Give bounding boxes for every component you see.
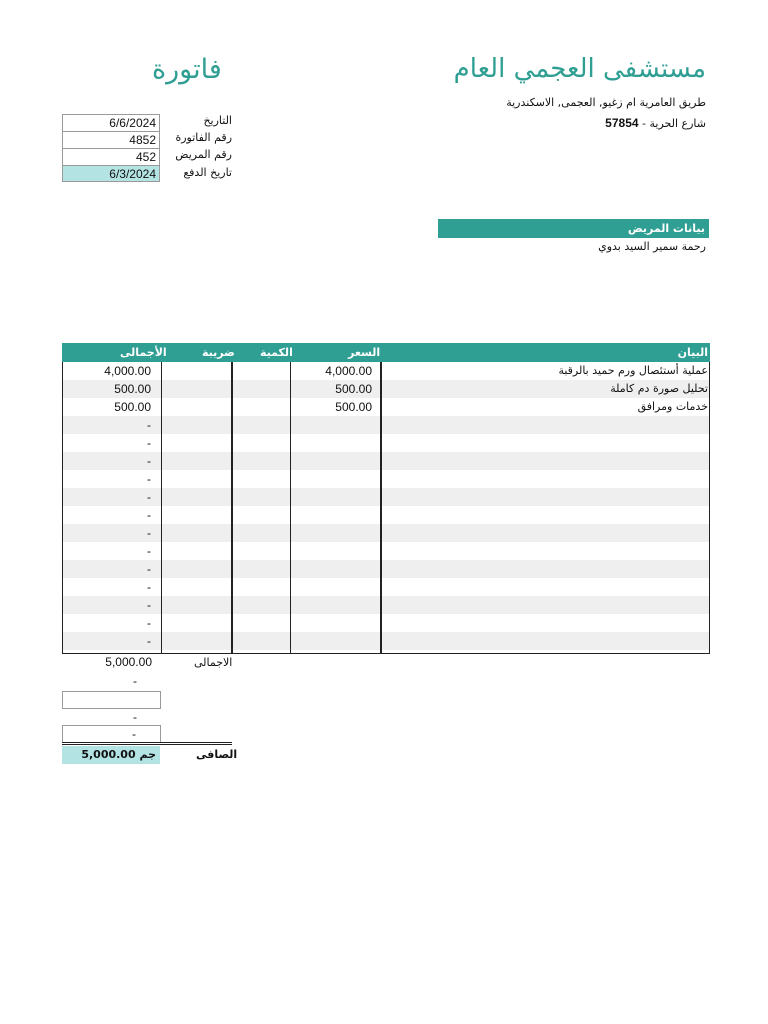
cell-total[interactable]: 500.00 (114, 382, 151, 396)
items-table (62, 343, 710, 650)
table-row (62, 614, 710, 632)
table-row (62, 398, 710, 416)
table-row (62, 524, 710, 542)
address-line-2 (605, 116, 706, 130)
table-row (62, 488, 710, 506)
header-description: البيان (677, 346, 708, 359)
table-row (62, 362, 710, 380)
header-tax: ضريبة (202, 346, 235, 359)
cell-total[interactable]: - (147, 562, 151, 576)
cell-price[interactable]: 500.00 (335, 382, 372, 396)
column-divider (62, 362, 63, 654)
address-street: شارع الحرية - (638, 117, 706, 130)
double-underline (62, 742, 232, 745)
table-body (62, 362, 710, 650)
summary-line-2: - (133, 674, 137, 688)
header-total: الأجمالى (120, 346, 167, 359)
cell-total[interactable]: - (147, 454, 151, 468)
column-divider (709, 362, 710, 654)
address-line-1: طريق العامرية ام زغيو, العجمى, الاسكندرية (506, 96, 706, 109)
table-row (62, 434, 710, 452)
cell-total[interactable]: - (147, 616, 151, 630)
subtotal-label: الاجمالى (194, 656, 233, 669)
patient-number-field[interactable]: 452 (62, 148, 160, 165)
cell-total[interactable]: - (147, 508, 151, 522)
cell-total[interactable]: - (147, 526, 151, 540)
invoice-number-label: رقم الفاتورة (175, 131, 232, 144)
table-row (62, 470, 710, 488)
table-row (62, 560, 710, 578)
patient-section-title: بيانات المريض (438, 219, 709, 238)
column-divider (231, 362, 233, 654)
cell-total[interactable]: 500.00 (114, 400, 151, 414)
cell-total[interactable]: 4,000.00 (104, 364, 151, 378)
cell-total[interactable]: - (147, 436, 151, 450)
subtotal-value: 5,000.00 (105, 655, 152, 669)
cell-total[interactable]: - (147, 544, 151, 558)
cell-total[interactable]: - (147, 580, 151, 594)
net-total-value: جم 5,000.00 (62, 746, 160, 764)
cell-total[interactable]: - (147, 418, 151, 432)
header-price: السعر (348, 346, 381, 359)
table-row (62, 416, 710, 434)
cell-description[interactable]: تحليل صورة دم كاملة (610, 382, 708, 395)
net-total-label: الصافى (196, 748, 238, 761)
cell-description[interactable]: عملية أستئصال ورم حميد بالرقبة (558, 364, 708, 377)
payment-date-label: تاريخ الدفع (183, 166, 232, 179)
table-header (62, 343, 710, 362)
table-row (62, 632, 710, 650)
payment-date-field[interactable]: 6/3/2024 (62, 165, 160, 182)
summary-input-box[interactable] (62, 691, 161, 709)
invoice-number-field[interactable]: 4852 (62, 131, 160, 148)
address-number: 57854 (605, 116, 639, 130)
cell-total[interactable]: - (147, 598, 151, 612)
summary-line-5[interactable]: - (62, 725, 161, 743)
column-divider (290, 362, 291, 654)
table-row (62, 596, 710, 614)
cell-total[interactable]: - (147, 472, 151, 486)
cell-total[interactable]: - (147, 634, 151, 648)
cell-price[interactable]: 500.00 (335, 400, 372, 414)
cell-total[interactable]: - (147, 490, 151, 504)
table-row (62, 452, 710, 470)
patient-name[interactable]: رحمة سمير السيد بدوي (598, 240, 706, 253)
invoice-title: فاتورة (152, 54, 222, 85)
hospital-name: مستشفى العجمي العام (453, 54, 706, 84)
patient-number-label: رقم المريض (175, 148, 232, 161)
header-quantity: الكمية (260, 346, 293, 359)
cell-price[interactable]: 4,000.00 (325, 364, 372, 378)
table-row (62, 578, 710, 596)
table-row (62, 380, 710, 398)
table-row (62, 506, 710, 524)
date-field[interactable]: 6/6/2024 (62, 114, 160, 131)
date-label: التاريخ (203, 114, 232, 127)
table-row (62, 542, 710, 560)
cell-description[interactable]: خدمات ومرافق (637, 400, 708, 413)
summary-line-4: - (133, 710, 137, 724)
column-divider (380, 362, 382, 654)
table-bottom-border (62, 653, 710, 654)
column-divider (161, 362, 162, 654)
